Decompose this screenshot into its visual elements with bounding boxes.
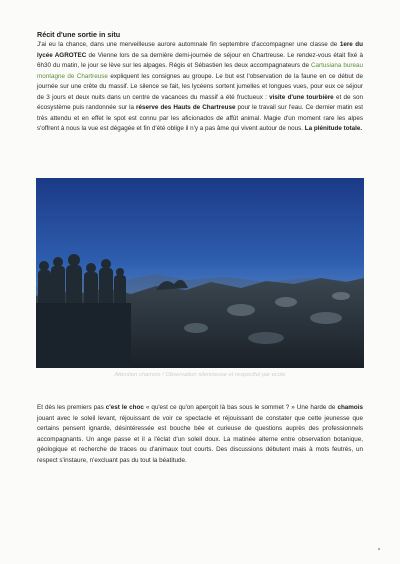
text-run: pour le travail sur l'eau. Ce dernier matin est très attendu et en effet le spot est connu par les aficionados de affût animal. Magie d'un moment rare les alpes s'offrent à nous la vue est dégagée et fin d'été oblige il n'y a pas âme qui vivent autour de nous.: [37, 104, 363, 132]
bold-run: La plénitude totale.: [304, 125, 363, 132]
bold-run: réserve des Hauts de Chartreuse: [136, 104, 236, 111]
text-run: et de son écosystème puis randonnée sur la: [37, 93, 363, 111]
photo-caption: Attention chamois ! Observation silencieuse et respectful par ecole: [114, 372, 286, 378]
rock: [184, 323, 208, 333]
bold-run: chamois: [337, 404, 363, 411]
bold-run: 1ere du lycée AGROTEC: [37, 41, 364, 59]
second-paragraph: [37, 403, 363, 466]
text-run: « qu'est ce qu'on aperçoit là bas sous le sommet ? » Une harde de: [143, 404, 338, 411]
text-run: J'ai eu la chance, dans une merveilleuse aurore automnale fin septembre d'accompagner une classe de: [37, 41, 340, 48]
article-heading: Récit d'une sortie in situ: [37, 30, 121, 39]
organisation-link[interactable]: Cartusiana bureau montagne de Chartreuse: [37, 62, 363, 80]
rock: [275, 297, 297, 307]
rock: [227, 304, 255, 316]
dawn-ridge-photo: [36, 178, 364, 368]
text-run: jouant avec le soleil levant, réjouissant de voir ce spectacle et réjouissant de constater que cette jeunesse que certains pensent ignarde, désintéressée est bouche bée et curieuse de questions auprès des professionnels accompagnants. Un ange passe et il a l'éclat d'un soleil doux. La matinée alterne entre observation botanique, géologique et recherche de traces ou d'animaux tout courts. Des discussions débutent mais à mots feutrés, un respect s'instaure, n'excluant pas du tout la béatitude.: [37, 414, 363, 464]
intro-paragraph: [37, 40, 363, 135]
page-mark: [378, 548, 380, 550]
text-run: de Vienne lors de sa dernière demi-journée de séjour en Chartreuse. Le rendez-vous était fixé à 6h30 du matin, le jour se lève sur les alpages. Régis et Sébastien les deux accompagnateurs de: [37, 51, 364, 69]
bold-run: visite d'une tourbière: [269, 93, 334, 101]
text-run: expliquent les consignes au groupe. Le but est l'observation de la faune en ce début de journée sur une crête du massif. Le silence se fait, les lycéens sortent jumelles et longues vues, pour eux ce séjour de 3 jours et deux nuits dans un centre de vacances du massif a été fructueux :: [37, 72, 363, 101]
text-run: Et dès les premiers pas: [37, 404, 106, 411]
rock: [248, 332, 284, 344]
rock: [332, 292, 350, 300]
rock: [310, 312, 342, 324]
bold-run: c'est le choc: [105, 404, 144, 411]
